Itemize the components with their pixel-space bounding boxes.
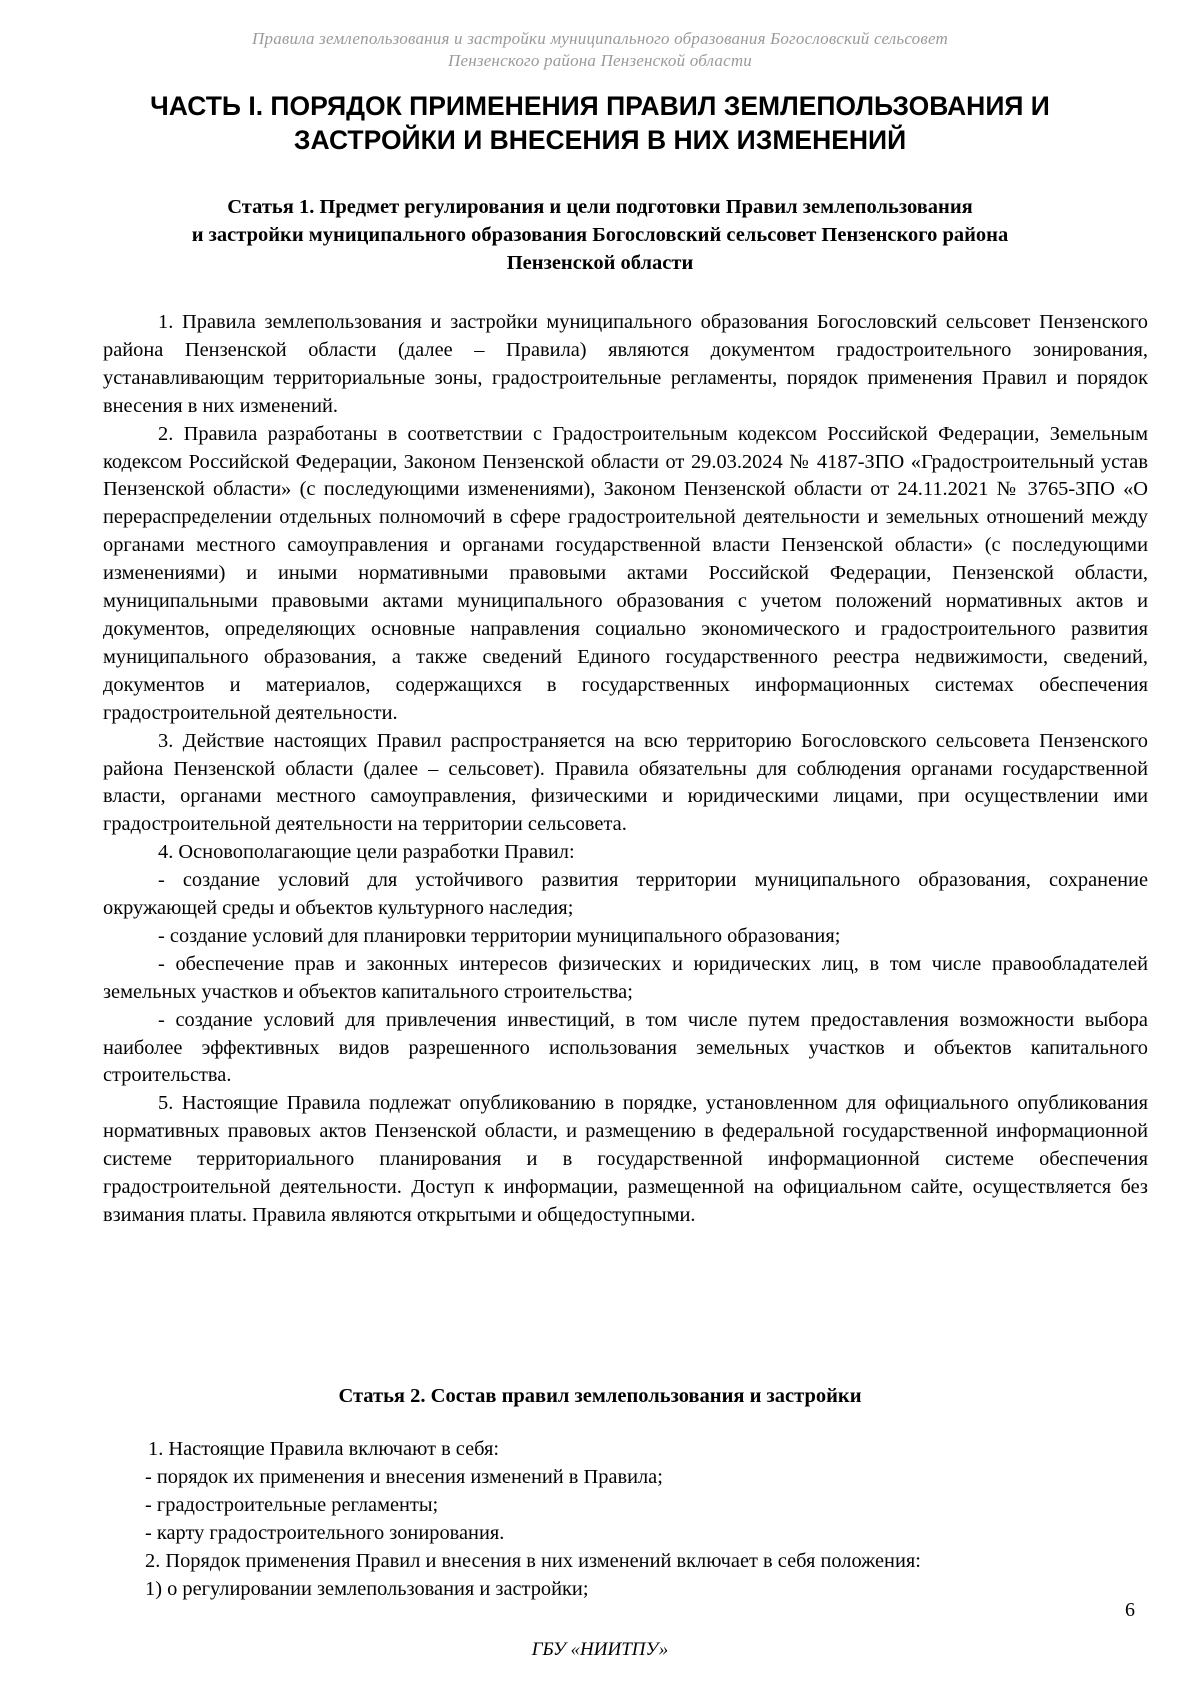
article-2-list-item: 1) о регулировании землепользования и застройки;	[145, 1577, 589, 1600]
article-1-paragraph-3: 3. Действие настоящих Правил распространяется на всю территорию Богословского сельсовета Пензенского района Пензенской области (далее – сельсовет). Правила обязательны для соблюдения органами государственной власти, органами местного самоуправления, физическими и юридическими лицами, при осуществлении ими градостроительной деятельности на территории сельсовета.	[103, 729, 1148, 836]
article-1-paragraph-1: 1. Правила землепользования и застройки муниципального образования Богословский сельсовет Пензенского района Пензенской области (далее – Правила) являются документом градостроительного зонирования, устанавливающим территориальные зоны, градостроительные регламенты, порядок применения Правил и порядок внесения в них изменений.	[103, 311, 1148, 417]
part-title-line: ЗАСТРОЙКИ И ВНЕСЕНИЯ В НИХ ИЗМЕНЕНИЙ	[293, 125, 907, 155]
running-header	[100, 28, 1100, 72]
article-1-heading-line: Статья 1. Предмет регулирования и цели подготовки Правил землепользования	[227, 196, 973, 218]
article-1-paragraph-2: 2. Правила разработаны в соответствии с Градостроительным кодексом Российской Федерации, Земельным кодексом Российской Федерации, Законом Пензенской области от 29.03.2024 № 4187-ЗПО «Градостроительный устав Пензенской области» (с последующими изменениями), Законом Пензенской области от 24.11.2021 № 3765-ЗПО «О перераспределении отдельных полномочий в сфере градостроительной деятельности и земельных отношений между органами местного самоуправления и органами государственной власти Пензенской области» (с последующими изменениями) и иными нормативными правовыми актами Российской Федерации, Пензенской области, муниципальными правовыми актами муниципального образования с учетом положений нормативных актов и документов, определяющих основные направления социально экономического и градостроительного развития муниципального образования, а также сведений Единого государственного реестра недвижимости, сведений, документов и материалов, содержащихся в государственных информационных системах обеспечения градостроительной деятельности.	[103, 422, 1148, 724]
page-number: 6	[1125, 1599, 1135, 1621]
article-1-paragraph-5: 5. Настоящие Правила подлежат опубликованию в порядке, установленном для официального опубликования нормативных правовых актов Пензенской области, и размещению в федеральной государственной информационной системе территориального планирования и в государственной информационной системе обеспечения градостроительной деятельности. Доступ к информации, размещенной на официальном сайте, осуществляется без взимания платы. Правила являются открытыми и общедоступными.	[103, 1092, 1148, 1226]
running-header-line: Пензенского района Пензенской области	[448, 51, 752, 70]
article-1-body	[103, 309, 1148, 1230]
article-1-list-item: - создание условий для привлечения инвестиций, в том числе путем предоставления возможности выбора наиболее эффективных видов разрешенного использования земельных участков и объектов капитального строительства.	[103, 1008, 1148, 1087]
article-2-body	[103, 1436, 1148, 1603]
article-2-paragraph-2: 2. Порядок применения Правил и внесения в них изменений включает в себя положения:	[145, 1549, 921, 1572]
article-2-heading-line: Статья 2. Состав правил землепользования и застройки	[338, 1385, 862, 1407]
article-1-list-item: - создание условий для планировки территории муниципального образования;	[158, 924, 841, 947]
part-title	[90, 89, 1110, 157]
running-header-line: Правила землепользования и застройки муниципального образования Богословский сельсовет	[252, 29, 948, 48]
article-2-list-item: - карту градостроительного зонирования.	[145, 1521, 505, 1544]
running-footer: ГБУ «НИИТПУ»	[531, 1639, 669, 1660]
article-1-heading-line: Пензенской области	[506, 252, 694, 274]
article-2-list-item: - порядок их применения и внесения изменений в Правила;	[145, 1465, 663, 1488]
article-1-list-item: - создание условий для устойчивого развития территории муниципального образования, сохранение окружающей среды и объектов культурного наследия;	[103, 869, 1148, 920]
part-title-line: ЧАСТЬ I. ПОРЯДОК ПРИМЕНЕНИЯ ПРАВИЛ ЗЕМЛЕПОЛЬЗОВАНИЯ И	[150, 91, 1050, 121]
article-1-heading	[100, 193, 1100, 277]
article-1-list-item: - обеспечение прав и законных интересов физических и юридических лиц, в том числе правообладателей земельных участков и объектов капитального строительства;	[103, 952, 1148, 1003]
article-1-heading-line: и застройки муниципального образования Богословский сельсовет Пензенского района	[191, 224, 1009, 246]
article-2-paragraph-1: 1. Настоящие Правила включают в себя:	[148, 1438, 500, 1460]
article-2-heading	[100, 1382, 1100, 1410]
article-2-list-item: - градостроительные регламенты;	[145, 1493, 439, 1516]
article-1-paragraph-4: 4. Основополагающие цели разработки Правил:	[158, 841, 575, 864]
